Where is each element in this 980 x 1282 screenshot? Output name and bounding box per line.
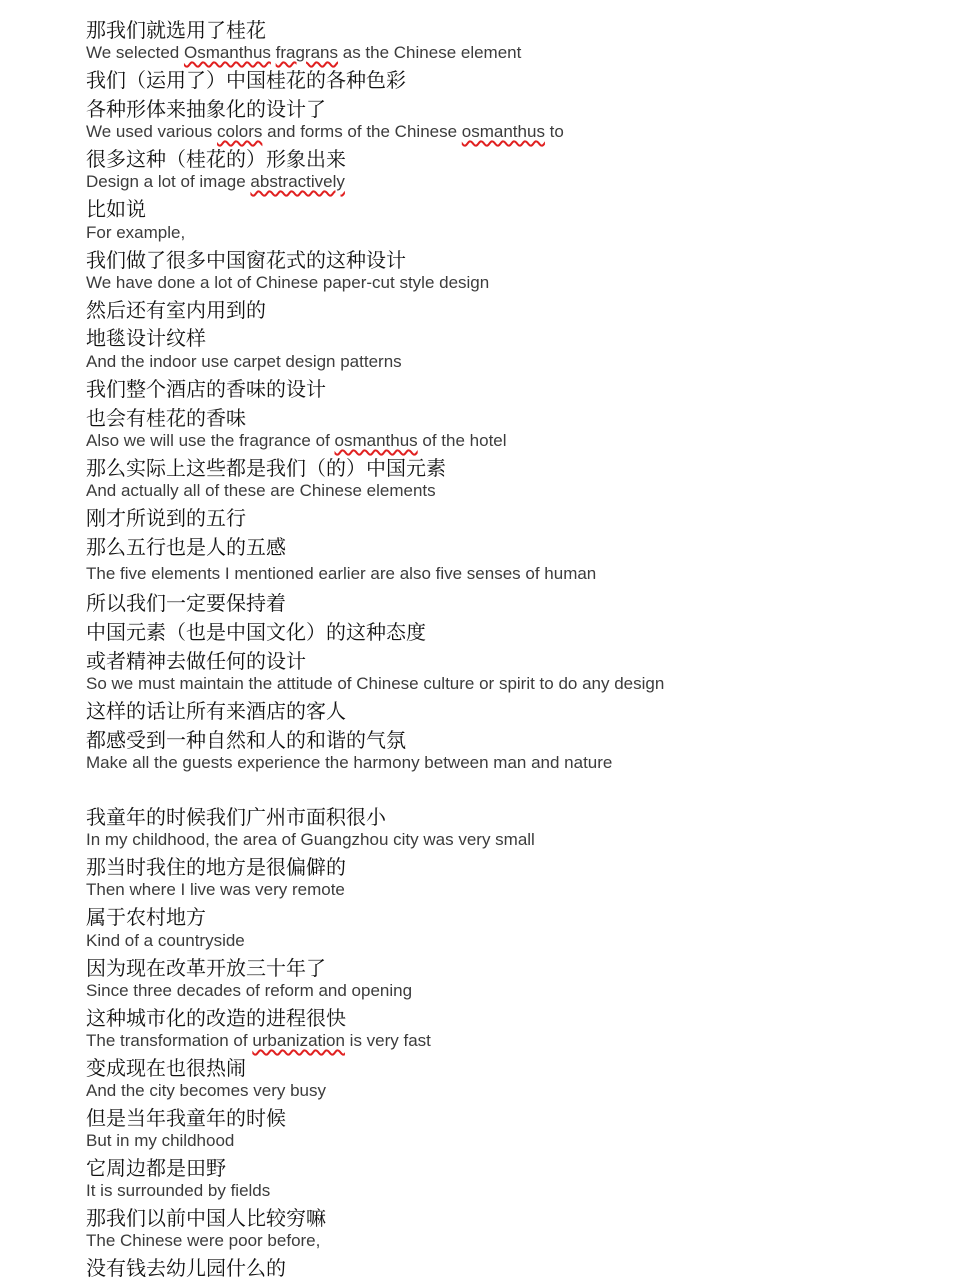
text-segment: of the hotel — [417, 431, 507, 450]
english-line — [86, 42, 521, 64]
chinese-line: 我们（运用了）中国桂花的各种色彩 — [86, 68, 406, 92]
english-line: And the city becomes very busy — [86, 1081, 327, 1100]
text-segment: to — [544, 122, 564, 141]
english-line: Then where I live was very remote — [86, 880, 345, 899]
english-line: We have done a lot of Chinese paper-cut style design — [86, 273, 490, 292]
misspelled-word: urbanization — [252, 1031, 345, 1050]
english-line: It is surrounded by fields — [86, 1181, 271, 1200]
english-line: And actually all of these are Chinese elements — [86, 481, 436, 500]
text-segment: as the Chinese element — [338, 43, 522, 62]
chinese-line: 它周边都是田野 — [86, 1156, 226, 1180]
chinese-line: 很多这种（桂花的）形象出来 — [86, 147, 346, 171]
text-segment: The transformation of — [86, 1031, 253, 1050]
english-line — [86, 171, 345, 193]
chinese-line: 因为现在改革开放三十年了 — [86, 956, 326, 980]
text-segment: and forms of the Chinese — [262, 122, 462, 141]
chinese-line: 我们整个酒店的香味的设计 — [86, 377, 326, 401]
english-line: For example, — [86, 223, 186, 242]
chinese-line: 属于农村地方 — [86, 905, 206, 929]
chinese-line: 那么实际上这些都是我们（的）中国元素 — [86, 456, 446, 480]
text-segment: Design a lot of image — [86, 172, 251, 191]
english-line: Make all the guests experience the harmony between man and nature — [86, 753, 613, 772]
english-line: The Chinese were poor before, — [86, 1231, 321, 1250]
chinese-line: 那么五行也是人的五感 — [86, 535, 286, 559]
chinese-line: 各种形体来抽象化的设计了 — [86, 97, 326, 121]
misspelled-word: Osmanthus — [183, 43, 271, 62]
misspelled-word: osmanthus — [334, 431, 418, 450]
english-line: Since three decades of reform and opening — [86, 981, 413, 1000]
chinese-line: 也会有桂花的香味 — [86, 406, 246, 430]
text-segment: We selected — [86, 43, 184, 62]
chinese-line: 地毯设计纹样 — [86, 326, 206, 350]
misspelled-word: abstractively — [250, 172, 345, 191]
chinese-line: 这种城市化的改造的进程很快 — [86, 1006, 346, 1030]
chinese-line: 刚才所说到的五行 — [86, 506, 246, 530]
chinese-line: 比如说 — [86, 197, 146, 221]
english-line: And the indoor use carpet design patterns — [86, 352, 402, 371]
english-line: In my childhood, the area of Guangzhou city was very small — [86, 830, 535, 849]
chinese-line: 或者精神去做任何的设计 — [86, 649, 306, 673]
text-segment: We used various — [86, 122, 218, 141]
misspelled-word: osmanthus — [461, 122, 545, 141]
misspelled-word: fragrans — [275, 43, 339, 62]
chinese-line: 变成现在也很热闹 — [86, 1056, 246, 1080]
text-segment: is very fast — [344, 1031, 431, 1050]
chinese-line: 那我们就选用了桂花 — [86, 18, 266, 42]
chinese-line: 然后还有室内用到的 — [86, 298, 266, 322]
english-line: But in my childhood — [86, 1131, 235, 1150]
chinese-line: 但是当年我童年的时候 — [86, 1106, 286, 1130]
english-line: So we must maintain the attitude of Chinese culture or spirit to do any design — [86, 674, 665, 693]
misspelled-word: colors — [217, 122, 263, 141]
chinese-line: 中国元素（也是中国文化）的这种态度 — [86, 620, 426, 644]
chinese-line: 那当时我住的地方是很偏僻的 — [86, 855, 346, 879]
chinese-line: 没有钱去幼儿园什么的 — [86, 1256, 286, 1280]
chinese-line: 那我们以前中国人比较穷嘛 — [86, 1206, 326, 1230]
chinese-line: 所以我们一定要保持着 — [86, 591, 286, 615]
text-segment: Also we will use the fragrance of — [86, 431, 335, 450]
english-line — [86, 430, 507, 452]
chinese-line: 我童年的时候我们广州市面积很小 — [86, 805, 386, 829]
chinese-line: 这样的话让所有来酒店的客人 — [86, 699, 346, 723]
english-line — [86, 1030, 431, 1052]
chinese-line: 都感受到一种自然和人的和谐的气氛 — [86, 728, 406, 752]
english-line — [86, 121, 564, 143]
english-line: Kind of a countryside — [86, 931, 245, 950]
english-line: The five elements I mentioned earlier are also five senses of human — [86, 564, 597, 583]
chinese-line: 我们做了很多中国窗花式的这种设计 — [86, 248, 406, 272]
